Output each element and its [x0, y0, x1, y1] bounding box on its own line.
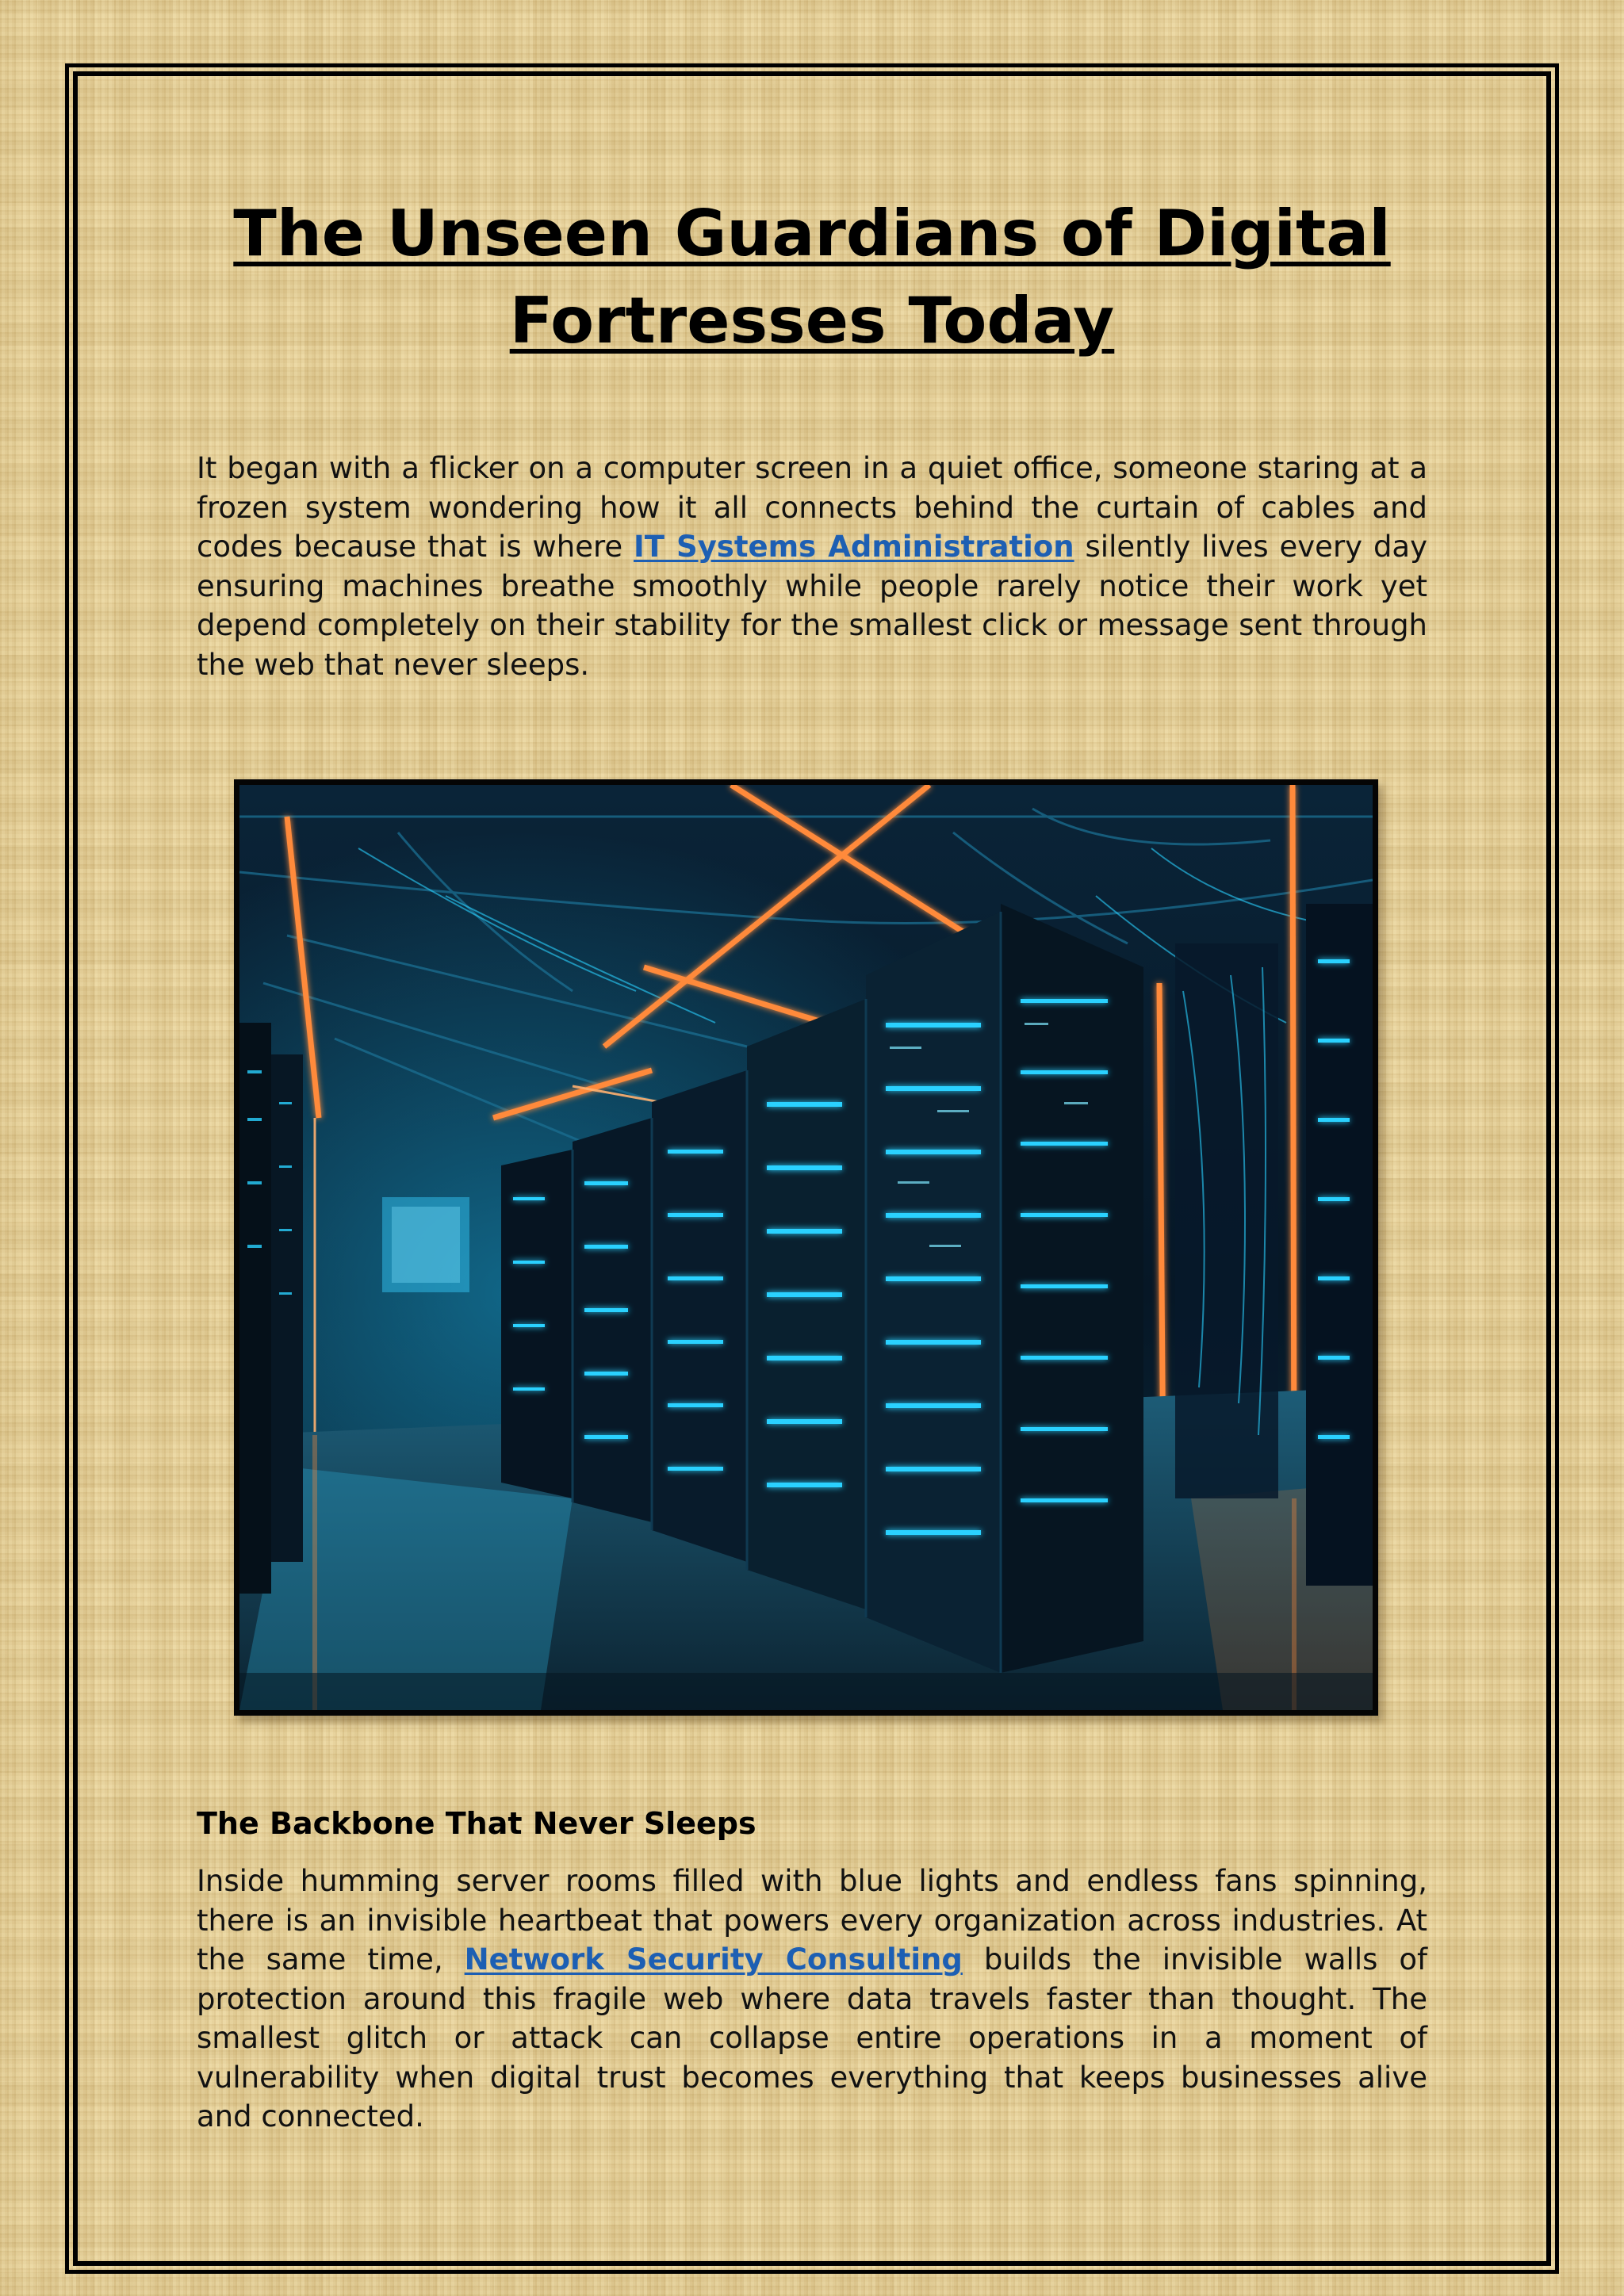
- section-backbone: [197, 1801, 1427, 2137]
- intro-paragraph: [197, 449, 1427, 684]
- server-room-image: [234, 779, 1378, 1716]
- network-security-consulting-link[interactable]: Network Security Consulting: [464, 1942, 963, 1976]
- section-heading: The Backbone That Never Sleeps: [197, 1806, 756, 1841]
- article-header: [197, 190, 1427, 684]
- intro-text-before: It began with a flicker on a computer screen in a quiet office, someone staring at a frozen system wondering how it all connects behind the curtain of cables and codes because that is where: [197, 451, 1427, 564]
- section-text-before: Inside humming server rooms filled with blue lights and endless fans spinning, there is an invisible heartbeat that powers every organization across industries. At the same time,: [197, 1864, 1427, 1976]
- section-text-after: builds the invisible walls of protection around this fragile web where data travels faster than thought. The smallest glitch or attack can collapse entire operations in a moment of vulnerability when digital trust becomes everything that keeps businesses alive and connected.: [197, 1942, 1427, 2133]
- page-title: The Unseen Guardians of Digital Fortresses Today: [233, 197, 1391, 358]
- section-paragraph: [197, 1862, 1427, 2137]
- intro-text-after: silently lives every day ensuring machines breathe smoothly while people rarely notice their work yet depend completely on their stability for the smallest click or message sent through the web that never sleeps.: [197, 530, 1427, 682]
- it-systems-administration-link[interactable]: IT Systems Administration: [634, 530, 1074, 564]
